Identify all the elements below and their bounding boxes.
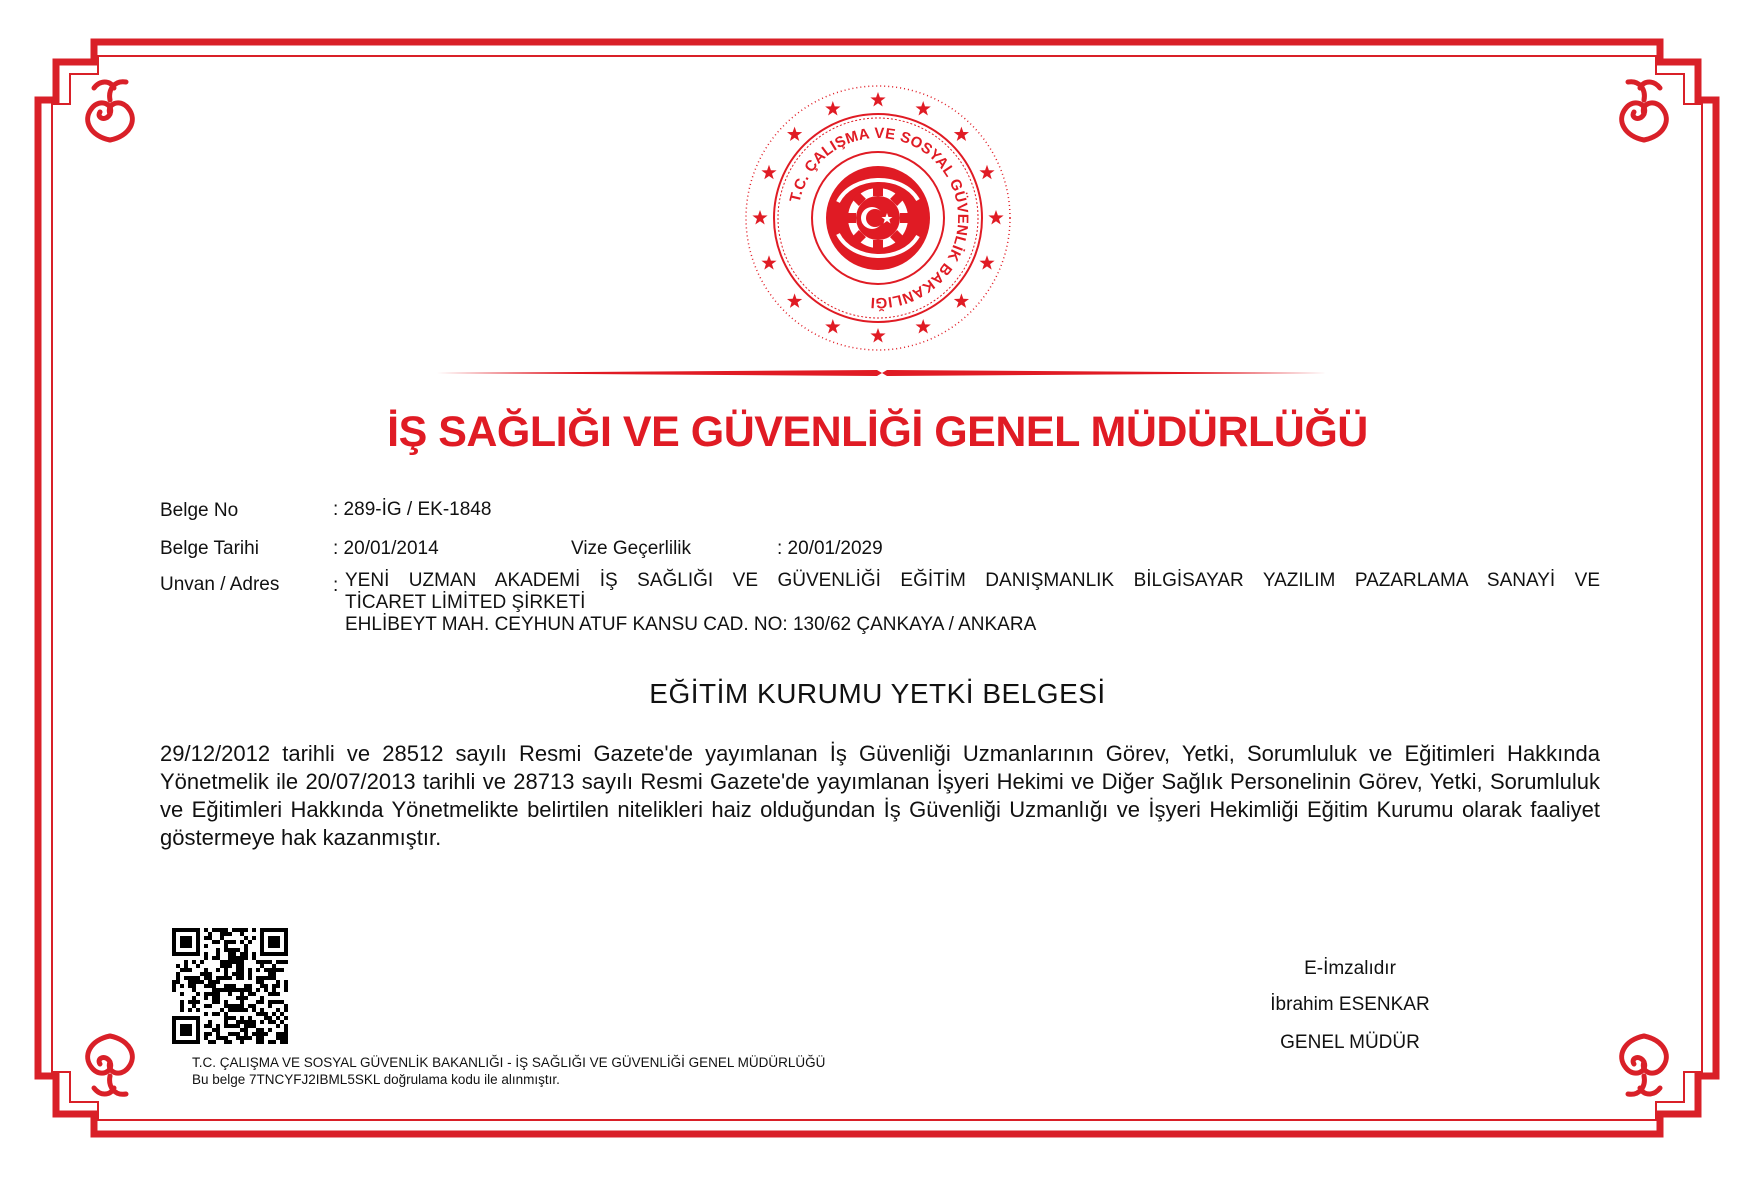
ornament-top-right-icon [1604,70,1684,150]
belge-tarihi-value: : 20/01/2014 [333,538,439,559]
unvan-adres-block [345,570,1600,636]
document-body: 29/12/2012 tarihli ve 28512 sayılı Resmi Gazete'de yayımlanan İş Güvenliği Uzmanlarının Görev, Yetki, Sorumluluk ve Eğitimleri Hakkında Yönetmelik ile 20/07/2013 tarihli ve 28713 sayılı Resmi Gazete'de yayımlanan İşyeri Hekimi ve Diğer Sağlık Personelinin Görev, Yetki, Sorumluluk ve Eğitimleri Hakkında Yönetmelikte belirtilen nitelikleri haiz olduğundan İş Güvenliği Uzmanlığı ve İşyeri Hekimliği Eğitim Kurumu olarak faaliyet göstermeye hak kazanmıştır. [160,741,1600,850]
footer-organization: T.C. ÇALIŞMA VE SOSYAL GÜVENLİK BAKANLIĞI - İŞ SAĞLIĞI VE GÜVENLİĞİ GENEL MÜDÜRLÜĞÜ [192,1055,826,1070]
vize-gecerlilik-value: : 20/01/2029 [777,538,883,559]
ornament-bottom-left-icon [70,1026,150,1106]
qr-code-icon [172,928,288,1044]
ornament-bottom-right-icon [1604,1026,1684,1106]
vize-gecerlilik-label: Vize Geçerlilik [571,538,692,559]
title-divider [437,368,1327,378]
unvan-colon: : [333,575,339,596]
adres: EHLİBEYT MAH. CEYHUN ATUF KANSU CAD. NO: 130/62 ÇANKAYA / ANKARA [345,614,1037,635]
belge-no-value: : 289-İG / EK-1848 [333,499,492,520]
page-title: İŞ SAĞLIĞI VE GÜVENLİĞİ GENEL MÜDÜRLÜĞÜ [387,408,1368,456]
signatory-title: GENEL MÜDÜR [1280,1032,1420,1053]
unvan-line-1: YENİ UZMAN AKADEMİ İŞ SAĞLIĞI VE GÜVENLİĞİ EĞİTİM DANIŞMANLIK BİLGİSAYAR YAZILIM PAZARLAMA SANAYİ VE [345,570,1600,591]
seal-ring-text: T.C. ÇALIŞMA VE SOSYAL GÜVENLİK BAKANLIĞI [786,124,972,312]
ministry-seal [742,82,1014,354]
document-title: EĞİTİM KURUMU YETKİ BELGESİ [649,678,1106,709]
ornament-top-left-icon [70,70,150,150]
e-signature-status: E-İmzalıdır [1304,958,1396,979]
ministry-seal-icon [742,82,1014,354]
unvan-line-2: TİCARET LİMİTED ŞİRKETİ [345,592,586,613]
verification-code-text: Bu belge 7TNCYFJ2IBML5SKL doğrulama kodu ile alınmıştır. [192,1072,560,1087]
belge-tarihi-label: Belge Tarihi [160,538,259,559]
unvan-label: Unvan / Adres [160,574,280,595]
belge-no-label: Belge No [160,500,239,521]
signatory-name: İbrahim ESENKAR [1270,994,1430,1015]
